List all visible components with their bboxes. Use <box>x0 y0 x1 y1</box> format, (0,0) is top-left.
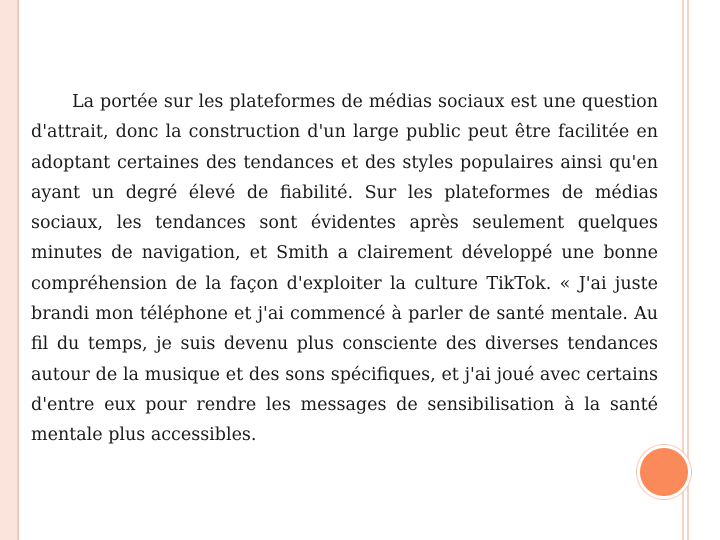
right-decorative-line-inner <box>687 0 689 540</box>
left-decorative-band <box>0 0 17 540</box>
left-decorative-line <box>17 0 19 540</box>
accent-circle <box>640 448 688 496</box>
body-paragraph: La portée sur les plateformes de médias sociaux est une question d'attrait, donc la construction d'un large public peut être facilitée en adoptant certaines des tendances et des styles populaires ainsi qu'en ayant un degré élevé de fiabilité. Sur les plateformes de médias sociaux, les tendances sont évidentes après seulement quelques minutes de navigation, et Smith a clairement développé une bonne compréhension de la façon d'exploiter la culture TikTok. « J'ai juste brandi mon téléphone et j'ai commencé à parler de santé mentale. Au fil du temps, je suis devenu plus consciente des diverses tendances autour de la musique et des sons spécifiques, et j'ai joué avec certains d'entre eux pour rendre les messages de sensibilisation à la santé mentale plus accessibles. <box>31 92 658 446</box>
